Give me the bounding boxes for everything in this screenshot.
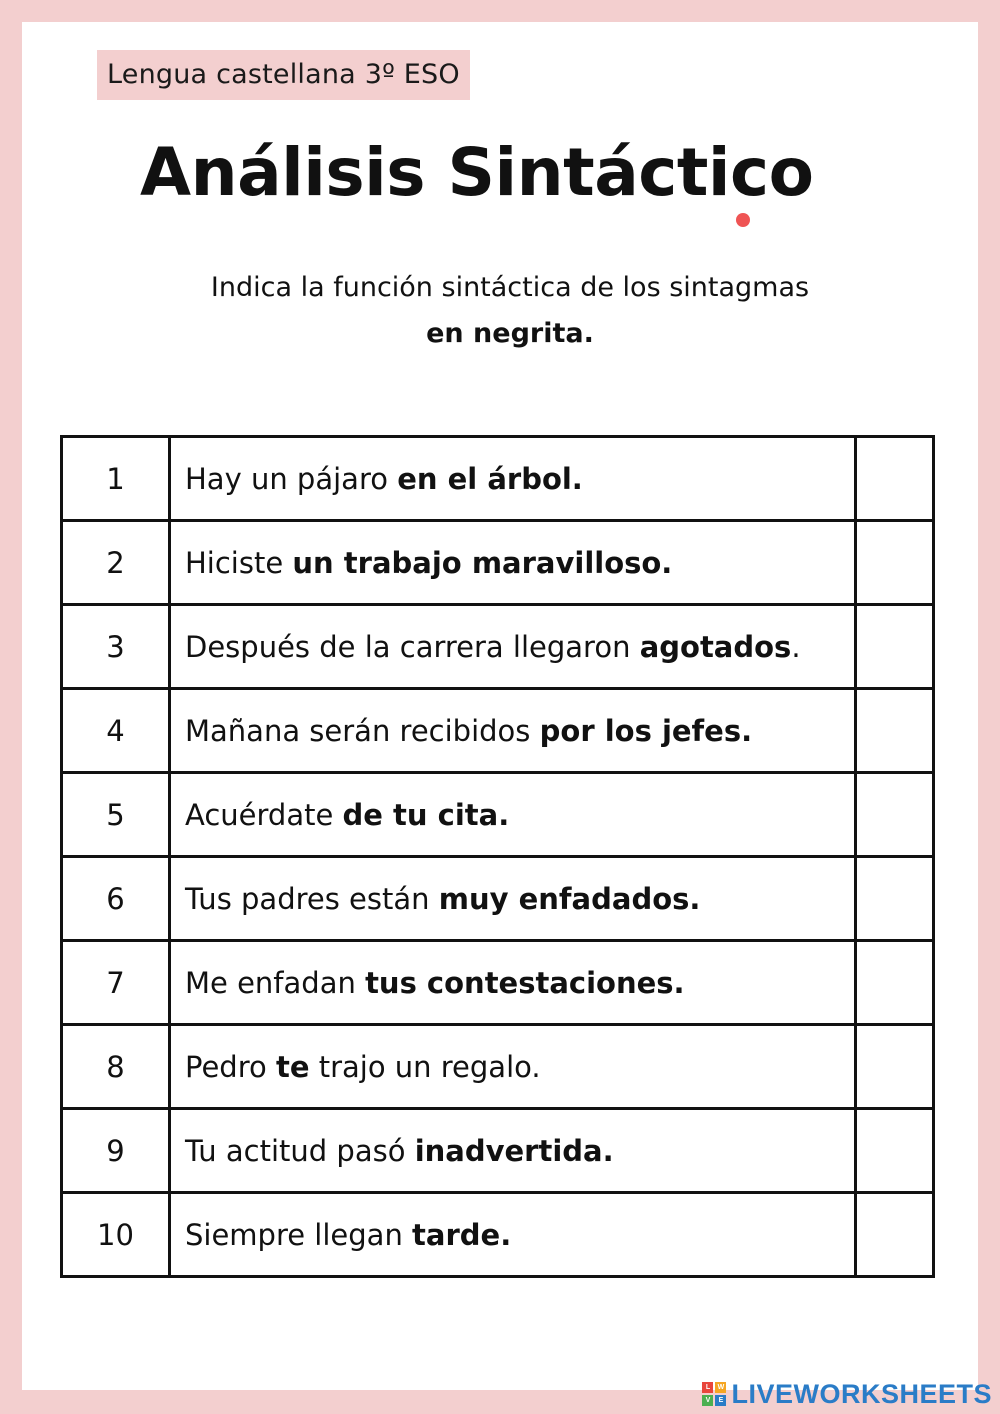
- logo-letter: E: [715, 1395, 726, 1406]
- sentence-text-end: .: [791, 629, 801, 664]
- answer-box[interactable]: [856, 1025, 934, 1109]
- bold-phrase: tus contestaciones.: [365, 965, 685, 1000]
- row-number: 6: [62, 857, 170, 941]
- sentence: [170, 689, 856, 773]
- row-number: 2: [62, 521, 170, 605]
- bold-phrase: inadvertida.: [414, 1133, 614, 1168]
- row-number: 1: [62, 437, 170, 521]
- sentence: [170, 1025, 856, 1109]
- table-row: [62, 941, 934, 1025]
- sentence: [170, 857, 856, 941]
- table-row: [62, 689, 934, 773]
- table-row: [62, 1109, 934, 1193]
- sentence-text: Después de la carrera llegaron: [185, 629, 640, 664]
- row-number: 8: [62, 1025, 170, 1109]
- sentence: [170, 521, 856, 605]
- sentence: [170, 773, 856, 857]
- sentence: [170, 941, 856, 1025]
- row-number: 9: [62, 1109, 170, 1193]
- row-number: 4: [62, 689, 170, 773]
- sentence-text: Siempre llegan: [185, 1217, 413, 1252]
- table-row: [62, 605, 934, 689]
- instructions-line-2: en negrita.: [426, 318, 594, 349]
- bold-phrase: muy enfadados.: [438, 881, 701, 916]
- answer-box[interactable]: [856, 521, 934, 605]
- instructions-line-1: Indica la función sintáctica de los sintagmas: [210, 272, 810, 303]
- bold-phrase: de tu cita.: [342, 797, 510, 832]
- logo-letter: V: [702, 1395, 713, 1406]
- answer-box[interactable]: [856, 773, 934, 857]
- answer-box[interactable]: [856, 857, 934, 941]
- liveworksheets-wordmark: LIVEWORKSHEETS: [731, 1378, 992, 1409]
- table-row: [62, 1025, 934, 1109]
- bold-phrase: un trabajo maravilloso.: [292, 545, 673, 580]
- liveworksheets-logo-icon: [702, 1382, 726, 1406]
- sentence-text: Pedro: [185, 1049, 276, 1084]
- sentence-text: Hiciste: [185, 545, 293, 580]
- course-label: Lengua castellana 3º ESO: [97, 50, 470, 100]
- table-row: [62, 773, 934, 857]
- bold-phrase: por los jefes.: [539, 713, 753, 748]
- table-row: [62, 857, 934, 941]
- sentence-text: Me enfadan: [185, 965, 366, 1000]
- answer-box[interactable]: [856, 941, 934, 1025]
- bold-phrase: agotados: [639, 629, 792, 664]
- sentence: [170, 1109, 856, 1193]
- exercise-table: [60, 435, 935, 1278]
- answer-box[interactable]: [856, 437, 934, 521]
- row-number: 5: [62, 773, 170, 857]
- page-title: Análisis Sintáctico: [140, 134, 814, 211]
- sentence: [170, 1193, 856, 1277]
- sentence-text: Acuérdate: [185, 797, 343, 832]
- liveworksheets-brand: [702, 1380, 992, 1408]
- sentence-text-end: trajo un regalo.: [309, 1049, 541, 1084]
- table-row: [62, 1193, 934, 1277]
- sentence-text: Mañana serán recibidos: [185, 713, 540, 748]
- table-row: [62, 521, 934, 605]
- sentence-text: Hay un pájaro: [185, 461, 398, 496]
- logo-letter: W: [715, 1382, 726, 1393]
- sentence: [170, 605, 856, 689]
- row-number: 7: [62, 941, 170, 1025]
- answer-box[interactable]: [856, 689, 934, 773]
- table-row: [62, 437, 934, 521]
- instructions: [22, 265, 998, 357]
- worksheet-page: [22, 22, 978, 1390]
- bold-phrase: en el árbol.: [397, 461, 583, 496]
- sentence-text: Tus padres están: [185, 881, 439, 916]
- sentence-text: Tu actitud pasó: [185, 1133, 415, 1168]
- row-number: 10: [62, 1193, 170, 1277]
- answer-box[interactable]: [856, 1109, 934, 1193]
- bold-phrase: tarde.: [412, 1217, 512, 1252]
- decorative-dot: [736, 213, 750, 227]
- logo-letter: L: [702, 1382, 713, 1393]
- sentence: [170, 437, 856, 521]
- bold-phrase: te: [275, 1049, 310, 1084]
- row-number: 3: [62, 605, 170, 689]
- answer-box[interactable]: [856, 1193, 934, 1277]
- answer-box[interactable]: [856, 605, 934, 689]
